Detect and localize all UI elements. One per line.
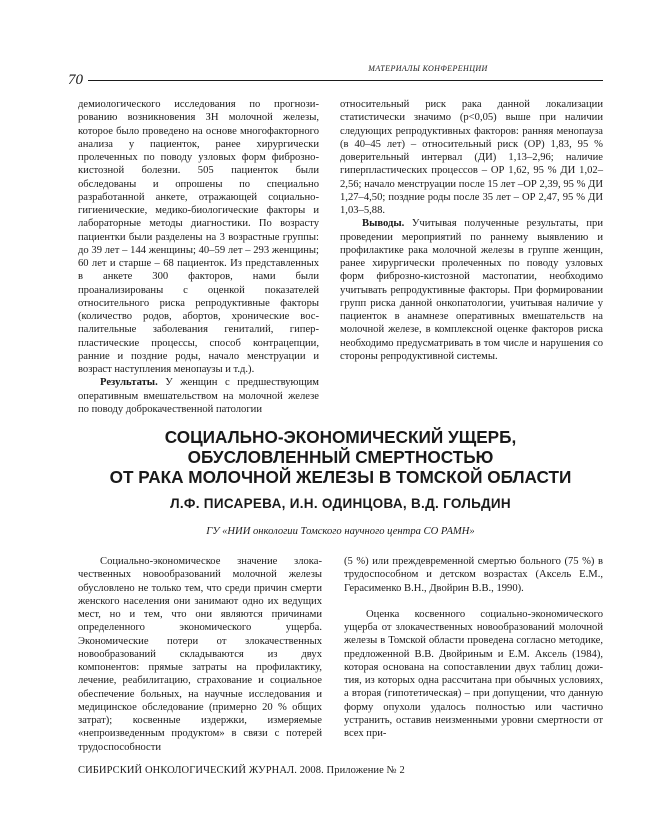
conclusions-text: Учитывая полученные результаты, при проведении мероприятий по раннему выявлению и профилактике рака молочной железы в группе женщин, ранее хирургически пролеченных по поводу узловых форм фиброзно-кистозной мастопатии, необходимо учитывать репродуктивные факторы. При формировании групп риска данной онкопатологии, учитывая наличие у пациенток в анамнезе оперативных вмешательств на молочной железе, в комплексной оценке факторов риска необходимо предусматривать в том числе и нарушения со стороны репродуктивной системы. (340, 218, 603, 362)
journal-footer: СИБИРСКИЙ ОНКОЛОГИЧЕСКИЙ ЖУРНАЛ. 2008. Приложение № 2 (78, 765, 405, 776)
header-rule (88, 80, 603, 81)
page-number: 70 (68, 72, 83, 88)
continued-paragraph: демиологического исследования по прогнозированию возникновения ЗН молочной железы, которое было проведено на основе многофакторного анализа у пациенток, ранее хирургически пролеченных по поводу узловых форм фиброзно-кистозной болезни. 505 пациенток были обследованы и опрошены по специально разработанной анкете, отражающей социально-гигиенические, медико-биологические факторы и лабораторные методы диагностики. По возрасту пациентки были разделены на 3 возрастные группы: до 39 лет – 144 женщины; 40–59 лет – 293 женщины; 60 лет и старше – 68 пациенток. Из представленных в анкете 300 факторов, нами были проанализированы с оценкой показателей относительного риска репродуктивные факторы (количество родов, абортов, хронические воспалительные заболевания гениталий, гиперпластические процессы, способ контрацепции, ранние и поздние роды, начало менструации и возраст наступления менопаузы и т.д.). (78, 99, 319, 375)
article-title-line: ОТ РАКА МОЛОЧНОЙ ЖЕЛЕЗЫ В ТОМСКОЙ ОБЛАСТИ (109, 467, 572, 487)
continued-paragraph: (5 %) или преждевременной смертью больного (75 %) в трудоспособном и детском возрастах (Аксель Е.М., Герасименко В.Н., Двойрин В.В., 1990). (344, 556, 603, 594)
affiliation: ГУ «НИИ онкологии Томского научного центра СО РАМН» (206, 526, 475, 537)
top-right-column (340, 98, 603, 363)
authors: Л.Ф. ПИСАРЕВА, И.Н. ОДИНЦОВА, В.Д. ГОЛЬДИН (170, 496, 511, 511)
results-text: У женщин с предшествующим оперативным вмешательством на молочной железе по поводу доброкачественной патологии (78, 377, 319, 415)
article-title (78, 427, 603, 487)
running-title: МАТЕРИАЛЫ КОНФЕРЕНЦИИ (368, 64, 488, 73)
article-left-column (78, 555, 322, 754)
risk-factors-paragraph: относительный риск рака данной локализации статистически значимо (p<0,05) выше при наличии следующих репродуктивных факторов: ранняя менопауза (в 40–45 лет) – относительный риск (ОР) 1,83, 95 % доверительный интервал (ДИ) 1,13–2,96; наличие гиперпластических процессов – ОР 1,62, 95 % ДИ 1,02–2,56; начало менструации после 15 лет –ОР 2,39, 95 % ДИ 1,27–4,50; поздние роды после 35 лет – ОР 2,47, 95 % ДИ 1,03–5,88. (340, 99, 603, 216)
article-title-line: СОЦИАЛЬНО-ЭКОНОМИЧЕСКИЙ УЩЕРБ, (164, 427, 517, 447)
top-left-column (78, 98, 319, 416)
conclusions-paragraph (340, 217, 603, 363)
results-paragraph (78, 376, 319, 416)
method-paragraph: Оценка косвенного социально-экономического ущерба от злокачественных новообразований молочной железы в Томской области проведена согласно методике, предложенной В.В. Двойриным и Е.М. Аксель (1984), которая основана на сопоставлении двух таблиц дожития, из которых одна рассчитана при обычных условиях, а вторая (гипотетическая) – при допущении, что данную форму опухоли удалось полностью или частично устранить, оставив неизменными уровни смертности от всех при- (344, 608, 603, 739)
conclusions-label: Выводы. (362, 218, 405, 230)
article-right-column (344, 555, 603, 740)
article-title-line: ОБУСЛОВЛЕННЫЙ СМЕРТНОСТЬЮ (187, 447, 494, 467)
results-label: Результаты. (100, 377, 158, 389)
intro-paragraph: Социально-экономическое значение злокачественных новообразований молочной железы обусловлено не только тем, что среди причин смерти женского населения они занимают одно их ведущих мест, но и тем, что они являются причинами определенного экономического ущерба. Экономические потери от злокачественных новообразований складываются из двух компонентов: прямые затраты на профилактику, лечение, реабилитацию, страхование и социальное обеспечение больных, на научные исследования и медицинское обследование (примерно 20 % общих затрат); косвенные издержки, измеряемые «непроизведенным продуктом» в связи с потерей трудоспособности (78, 556, 322, 753)
